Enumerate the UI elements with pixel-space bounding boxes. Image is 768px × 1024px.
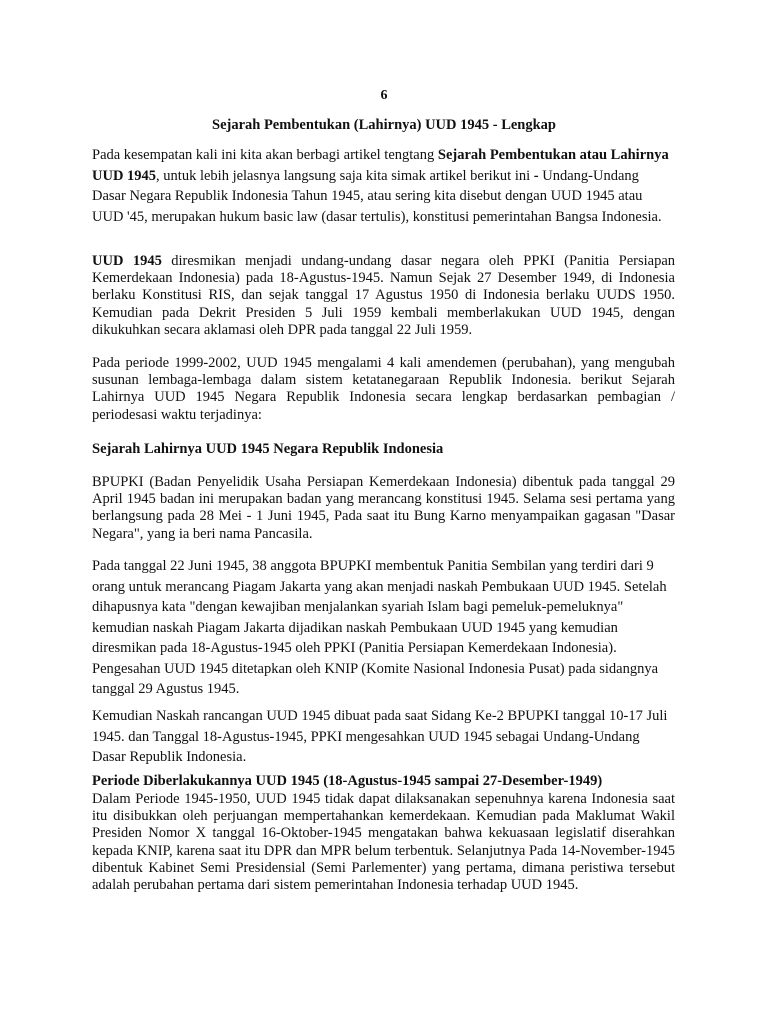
bpupki-paragraph: BPUPKI (Badan Penyelidik Usaha Persiapan Kemerdekaan Indonesia) dibentuk pada tanggal 29 April 1945 badan ini merupakan badan yang merancang konstitusi 1945. Selama sesi pertama yang berlangsung pada 28 Mei - 1 Juni 1945, Pada saat itu Bung Karno menyampaikan gagasan "Dasar Negara", yang ia beri nama Pancasila. xyxy=(92,474,675,542)
panitia-sembilan-paragraph: Pada tanggal 22 Juni 1945, 38 anggota BPUPKI membentuk Panitia Sembilan yang terdiri dari 9 orang untuk merancang Piagam Jakarta yang akan menjadi naskah Pembukaan UUD 1945. Setelah dihapusnya kata "dengan kewajiban menjalankan syariah Islam bagi pemeluk-pemeluknya" kemudian naskah Piagam Jakarta dijadikan naskah Pembukaan UUD 1945 yang kemudian diresmikan pada 18-Agustus-1945 oleh PPKI (Panitia Persiapan Kemerdekaan Indonesia). Pengesahan UUD 1945 ditetapkan oleh KNIP (Komite Nasional Indonesia Pusat) pada sidangnya tanggal 29 Agustus 1945. xyxy=(92,558,667,697)
intro-text-a: Pada kesempatan kali ini kita akan berbagi artikel tengtang xyxy=(92,147,438,163)
intro-text-e: Undang-Undang Dasar Negara Republik Indonesia Tahun 1945, atau sering kita disebut dengan UUD 1945 atau UUD '45, merupakan hukum basic law (dasar tertulis), konstitusi pemerintahan Bangsa Indonesia. xyxy=(92,167,662,225)
uud-paragraph xyxy=(92,253,675,339)
intro-paragraph xyxy=(92,145,675,227)
uud-text: diresmikan menjadi undang-undang dasar negara oleh PPKI (Panitia Persiapan Kemerdekaan Indonesia) pada 18-Agustus-1945. Namun Sejak 27 Desember 1949, di Indonesia berlaku Konstitusi RIS, dan sejak tanggal 17 Agustus 1950 di Indonesia berlaku UUDS 1950. Kemudian pada Dekrit Presiden 5 Juli 1959 kembali memberlakukan UUD 1945, dengan dikukuhkan secara aklamasi oleh DPR pada tanggal 22 Juli 1959. xyxy=(92,253,675,338)
page-number: 6 xyxy=(380,88,388,103)
intro-text-c: , untuk lebih jelasnya langsung saja kita simak artikel berikut ini xyxy=(156,167,534,184)
intro-dash: - xyxy=(533,167,539,184)
section-heading-period: Periode Diberlakukannya UUD 1945 (18-Agustus-1945 sampai 27-Desember-1949) xyxy=(92,773,603,789)
intro-bold-phrase: Sejarah Pembentukan atau Lahirnya UUD 1945 xyxy=(92,147,669,184)
page-title: Sejarah Pembentukan (Lahirnya) UUD 1945 - Lengkap xyxy=(212,117,556,133)
section-heading-history: Sejarah Lahirnya UUD 1945 Negara Republik Indonesia xyxy=(92,441,444,457)
amendment-paragraph: Pada periode 1999-2002, UUD 1945 mengalami 4 kali amendemen (perubahan), yang mengubah susunan lembaga-lembaga dalam sistem ketatanegaraan Republik Indonesia. berikut Sejarah Lahirnya UUD 1945 Negara Republik Indonesia secara lengkap berdasarkan pembagian / periodesasi waktu terjadinya: xyxy=(92,355,675,423)
sidang-paragraph: Kemudian Naskah rancangan UUD 1945 dibuat pada saat Sidang Ke-2 BPUPKI tanggal 10-17 Juli 1945. dan Tanggal 18-Agustus-1945, PPKI mengesahkan UUD 1945 sebagai Undang-Undang Dasar Republik Indonesia. xyxy=(92,708,668,765)
period-paragraph: Dalam Periode 1945-1950, UUD 1945 tidak dapat dilaksanakan sepenuhnya karena Indonesia saat itu disibukkan oleh perjuangan mempertahankan kemerdekaan. Kemudian pada Maklumat Wakil Presiden Nomor X tanggal 16-Oktober-1945 mengatakan bahwa kekuasaan legislatif diserahkan kepada KNIP, karena saat itu DPR dan MPR belum terbentuk. Selanjutnya Pada 14-November-1945 dibentuk Kabinet Semi Presidensial (Semi Parlementer) yang pertama, dimana peristiwa tersebut adalah perubahan pertama dari sistem pemerintahan Indonesia terhadap UUD 1945. xyxy=(92,791,675,894)
uud-bold-term: UUD 1945 xyxy=(92,253,162,269)
